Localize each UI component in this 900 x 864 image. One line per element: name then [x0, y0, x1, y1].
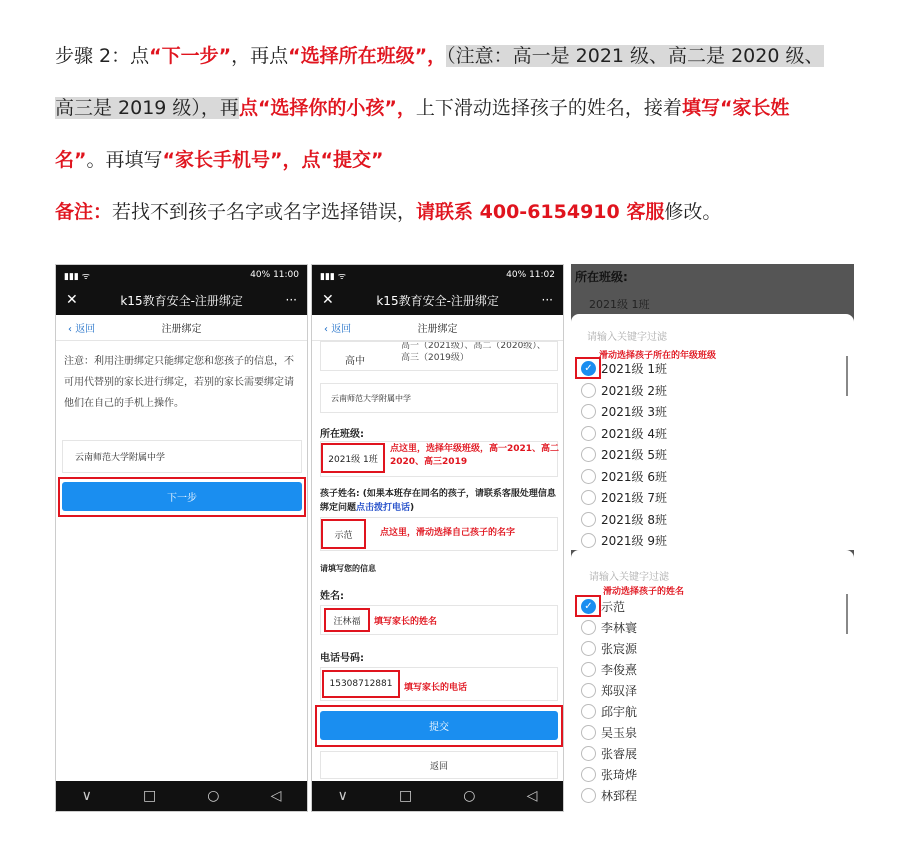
status-bar [56, 265, 307, 285]
scrollbar[interactable] [846, 356, 848, 396]
class-option[interactable]: 2021级 8班 [601, 512, 667, 527]
child-radio[interactable] [581, 788, 596, 803]
time-text: 11:02 [529, 270, 555, 280]
class-option[interactable]: 2021级 3班 [601, 405, 667, 419]
class-radio[interactable] [581, 426, 596, 441]
child-option[interactable]: 吴玉泉 [601, 726, 638, 740]
class-highlight [575, 357, 601, 379]
down-icon[interactable]: ∨ [81, 788, 92, 804]
child-option[interactable]: 郑驭泽 [601, 684, 638, 698]
status-bar [312, 265, 563, 285]
select-class-text: “选择所在班级”， [288, 45, 447, 67]
next-button[interactable]: 下一步 [62, 482, 302, 511]
phone-screenshot-2 [311, 264, 564, 812]
child-option[interactable]: 邱宇航 [601, 705, 638, 719]
next-step-text: “下一步” [149, 45, 232, 67]
home-icon[interactable]: ○ [463, 788, 476, 804]
fill-parent-text: 填写“家长姓 [681, 97, 790, 119]
child-radio[interactable] [581, 683, 596, 698]
grade-label: 高中 [345, 356, 365, 367]
child-option[interactable]: 张琦烨 [601, 768, 638, 782]
class-note: 点这里，选择年级班级，高一2021、高二2020、高三2019 [390, 444, 560, 467]
child-select[interactable] [321, 519, 366, 549]
school-text: 云南师范大学附属中学 [331, 393, 411, 403]
more-icon[interactable]: ··· [285, 293, 297, 307]
more-icon[interactable]: ··· [541, 293, 553, 307]
scrollbar[interactable] [846, 594, 848, 634]
nav-row [56, 315, 307, 341]
contact-text: 请联系 400-6154910 客服 [416, 201, 665, 223]
class-option[interactable]: 2021级 7班 [601, 491, 667, 505]
phone-note: 填写家长的电话 [404, 683, 468, 693]
return-button[interactable]: 返回 [320, 751, 558, 779]
filter-input-1[interactable]: 请输入关键字过滤 [587, 332, 667, 343]
phone-screenshot-1 [55, 264, 308, 812]
back-label: 返回 [75, 324, 96, 335]
down-icon[interactable]: ∨ [337, 788, 348, 804]
notice-text: 注意：利用注册绑定只能绑定您和您孩子的信息，不可用代替别的家长进行绑定，若别的家长需要绑定请他们在自己的手机上操作。 [64, 356, 294, 409]
child-radio[interactable] [581, 746, 596, 761]
class-radio[interactable] [581, 469, 596, 484]
class-radio[interactable] [581, 383, 596, 398]
system-nav-bar [56, 781, 307, 811]
select-child-text: 点“选择你的小孩”， [238, 97, 416, 119]
app-title: k15教育安全-注册绑定 [376, 293, 499, 308]
step-prefix: 步骤 2：点 [55, 45, 150, 67]
filter-input-2[interactable]: 请输入关键字过滤 [589, 572, 669, 583]
then-fill-text: 。再填写 [86, 149, 163, 171]
battery-text: 40% [250, 270, 271, 280]
class-label: 所在班级: [320, 429, 364, 440]
phone-label: 电话号码: [320, 653, 364, 664]
back-link[interactable]: ‹ 返回 [324, 324, 352, 335]
back-icon[interactable]: ◁ [526, 788, 538, 804]
close-icon[interactable]: ✕ [322, 292, 334, 308]
school-field[interactable] [320, 383, 558, 413]
call-link[interactable]: 点击拨打电话 [356, 503, 411, 513]
app-title: k15教育安全-注册绑定 [120, 293, 243, 308]
time-text: 11:00 [273, 270, 299, 280]
class-picker [571, 314, 854, 550]
grade-desc: 高一（2021级）、高二（2020级）、高三（2019级） [401, 341, 546, 363]
scroll-text: 上下滑动选择孩子的姓名，接着 [415, 97, 682, 119]
name-value: 汪林福 [333, 616, 361, 627]
page-title: 注册绑定 [417, 324, 458, 335]
class-option[interactable]: 2021级 2班 [601, 383, 667, 398]
child-value: 示范 [334, 530, 353, 541]
child-radio[interactable] [581, 767, 596, 782]
note-part1: （注意：高一是 2021 级、高二是 2020 级、 [446, 45, 824, 67]
child-option[interactable]: 示范 [601, 600, 626, 614]
class-option[interactable]: 2021级 4班 [601, 426, 667, 441]
name-label: 姓名: [320, 591, 344, 602]
battery-text: 40% [506, 270, 527, 280]
school-text: 云南师范大学附属中学 [75, 453, 166, 463]
class-option[interactable]: 2021级 9班 [601, 534, 667, 548]
page-title: 注册绑定 [161, 324, 202, 335]
title-bar [312, 285, 563, 315]
parent-phone-text: “家长手机号”，点“提交” [162, 149, 384, 171]
then-click-text: ，再点 [231, 45, 289, 67]
name-end-text: 名” [55, 149, 87, 171]
child-label [320, 487, 560, 515]
child-picker [571, 550, 854, 814]
back-label: 返回 [331, 324, 352, 335]
child-radio[interactable] [581, 641, 596, 656]
picker-header-label: 所在班级: [575, 270, 628, 284]
recent-icon[interactable]: □ [398, 788, 413, 804]
class-radio[interactable] [581, 533, 596, 548]
note-part2: 高三是 2019 级），再 [55, 97, 239, 119]
title-bar [56, 285, 307, 315]
class-radio[interactable] [581, 512, 596, 527]
child-note: 点这里，滑动选择自己孩子的名字 [380, 528, 516, 538]
child-highlight [575, 595, 601, 617]
instructions [55, 30, 855, 238]
fill-info-label: 请填写您的信息 [320, 564, 376, 573]
grade-row[interactable] [320, 341, 558, 371]
signal-icon: ▮▮▮ ᯤ [320, 271, 346, 282]
child-option[interactable]: 李林寰 [601, 621, 638, 635]
child-radio[interactable] [581, 662, 596, 677]
class-select[interactable] [321, 443, 385, 473]
child-picker-note: 滑动选择孩子的姓名 [603, 587, 685, 597]
child-radio[interactable] [581, 704, 596, 719]
close-icon[interactable]: ✕ [66, 292, 78, 308]
signal-icon: ▮▮▮ ᯤ [64, 271, 90, 282]
school-field[interactable] [62, 440, 302, 473]
child-label-end: ) [410, 503, 415, 513]
remark-text: 若找不到孩子名字或名字选择错误， [112, 201, 417, 223]
phone-value: 15308712881 [329, 679, 393, 689]
child-option[interactable]: 张宸源 [601, 642, 638, 656]
remark-end: 修改。 [664, 201, 722, 223]
phone-screenshot-3 [571, 264, 854, 814]
class-option[interactable]: 2021级 6班 [601, 469, 667, 484]
child-option[interactable]: 林郅程 [601, 789, 638, 803]
recent-icon[interactable]: □ [142, 788, 157, 804]
name-input[interactable] [324, 608, 370, 632]
system-nav-bar [312, 781, 563, 811]
child-option[interactable]: 李俊熹 [601, 663, 638, 677]
class-radio[interactable] [581, 490, 596, 505]
class-radio[interactable]: ✓ [581, 361, 596, 376]
class-value: 2021级 1班 [328, 454, 378, 465]
class-radio[interactable] [581, 404, 596, 419]
child-label-text: 孩子姓名: (如果本班存在同名的孩子，请联系客服处理信息绑定问题 [320, 489, 556, 513]
remark-label: 备注： [55, 201, 113, 223]
child-radio[interactable]: ✓ [581, 599, 596, 614]
submit-button[interactable]: 提交 [320, 711, 558, 740]
child-radio[interactable] [581, 725, 596, 740]
class-picker-note: 滑动选择孩子所在的年级班级 [599, 351, 717, 361]
class-radio[interactable] [581, 447, 596, 462]
phone-input[interactable] [322, 670, 400, 698]
back-icon[interactable]: ◁ [270, 788, 282, 804]
class-option[interactable]: 2021级 5班 [601, 448, 667, 462]
picker-header-value: 2021级 1班 [589, 298, 650, 311]
nav-row [312, 315, 563, 341]
class-option[interactable]: 2021级 1班 [601, 362, 667, 376]
home-icon[interactable]: ○ [207, 788, 220, 804]
child-radio[interactable] [581, 620, 596, 635]
child-option[interactable]: 张睿展 [601, 747, 638, 761]
back-link[interactable]: ‹ 返回 [68, 324, 96, 335]
name-note: 填写家长的姓名 [374, 617, 438, 627]
